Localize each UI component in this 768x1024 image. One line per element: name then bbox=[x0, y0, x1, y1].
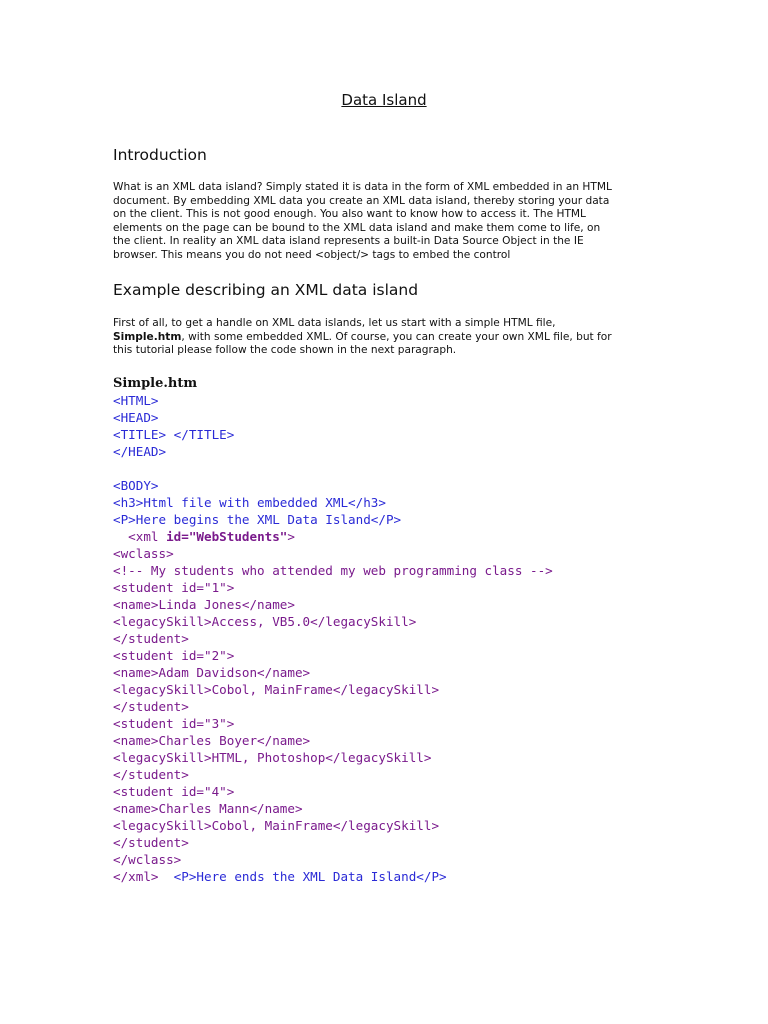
code-line: <student id="3"> bbox=[113, 716, 235, 731]
code-line-xml-close bbox=[113, 868, 553, 885]
html-paragraph-tag: <P>Here ends the XML Data Island</P> bbox=[173, 869, 447, 884]
intro-line: on the client. This is not good enough. You also want to know how to access it. The HTML bbox=[113, 208, 586, 221]
code-line: </HEAD> bbox=[113, 444, 167, 459]
code-line: <student id="4"> bbox=[113, 784, 235, 799]
code-line: </student> bbox=[113, 767, 189, 782]
code-line: <legacySkill>Cobol, MainFrame</legacySkill> bbox=[113, 818, 440, 833]
code-line: <student id="1"> bbox=[113, 580, 235, 595]
example-line: this tutorial please follow the code shown in the next paragraph. bbox=[113, 344, 457, 357]
code-line: <student id="2"> bbox=[113, 648, 235, 663]
code-line: <wclass> bbox=[113, 546, 174, 561]
code-line: <TITLE> </TITLE> bbox=[113, 427, 235, 442]
intro-line: the client. In reality an XML data island represents a built-in Data Source Object in the IE bbox=[113, 235, 584, 248]
filename-bold: Simple.htm bbox=[113, 330, 182, 343]
code-line: <name>Adam Davidson</name> bbox=[113, 665, 311, 680]
code-file-label: Simple.htm bbox=[113, 376, 198, 391]
intro-line: document. By embedding XML data you create an XML data island, thereby storing your data bbox=[113, 194, 610, 207]
xml-tag-start: <xml bbox=[113, 529, 167, 544]
xml-close-tag: </xml> bbox=[113, 869, 174, 884]
page-title bbox=[0, 91, 768, 109]
introduction-heading: Introduction bbox=[113, 146, 207, 164]
intro-line: What is an XML data island? Simply stated it is data in the form of XML embedded in an HTML bbox=[113, 181, 612, 193]
introduction-paragraph bbox=[113, 181, 673, 263]
code-line: <HTML> bbox=[113, 393, 159, 408]
code-line: <name>Charles Boyer</name> bbox=[113, 733, 311, 748]
code-line-xml-open bbox=[113, 528, 553, 545]
code-line: </student> bbox=[113, 699, 189, 714]
code-comment-line: <!-- My students who attended my web programming class --> bbox=[113, 563, 553, 578]
intro-line: elements on the page can be bound to the XML data island and make them come to life, on bbox=[113, 221, 601, 234]
code-line: </student> bbox=[113, 631, 189, 646]
example-paragraph bbox=[113, 317, 673, 358]
code-listing bbox=[113, 392, 553, 885]
code-line: <name>Linda Jones</name> bbox=[113, 597, 295, 612]
example-line bbox=[113, 331, 673, 345]
code-line: <BODY> bbox=[113, 478, 159, 493]
code-line: <name>Charles Mann</name> bbox=[113, 801, 303, 816]
example-line-rest: , with some embedded XML. Of course, you can create your own XML file, but for bbox=[181, 330, 612, 343]
code-line: <P>Here begins the XML Data Island</P> bbox=[113, 512, 402, 527]
xml-id-attribute: id="WebStudents" bbox=[166, 529, 288, 544]
code-line: <legacySkill>HTML, Photoshop</legacySkill> bbox=[113, 750, 432, 765]
example-heading: Example describing an XML data island bbox=[113, 281, 419, 299]
example-line: First of all, to get a handle on XML data islands, let us start with a simple HTML file, bbox=[113, 317, 556, 329]
intro-line: browser. This means you do not need <object/> tags to embed the control bbox=[113, 248, 511, 261]
code-line: <legacySkill>Access, VB5.0</legacySkill> bbox=[113, 614, 417, 629]
code-line: </wclass> bbox=[113, 852, 182, 867]
code-line: <HEAD> bbox=[113, 410, 159, 425]
page-title-text: Data Island bbox=[341, 91, 427, 109]
code-line: <h3>Html file with embedded XML</h3> bbox=[113, 495, 386, 510]
code-line-blank bbox=[113, 460, 553, 477]
code-line: <legacySkill>Cobol, MainFrame</legacySkill> bbox=[113, 682, 440, 697]
xml-tag-end: > bbox=[287, 529, 295, 544]
code-line: </student> bbox=[113, 835, 189, 850]
